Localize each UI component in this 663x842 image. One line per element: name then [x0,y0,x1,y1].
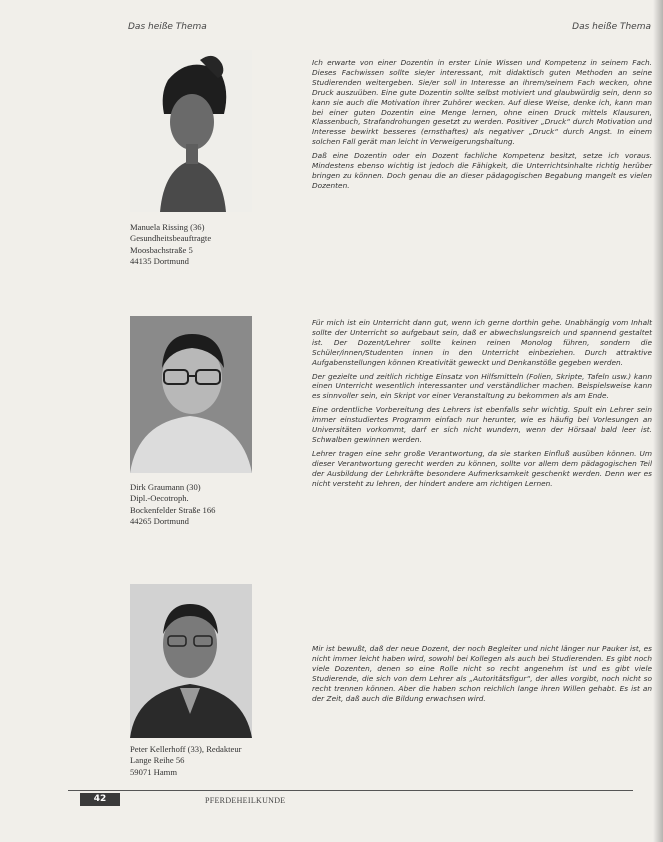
page-binding-shadow [653,0,663,842]
caption-line: Bockenfelder Straße 166 [130,504,216,515]
caption-kellerhoff [130,744,300,778]
running-header-left: Das heiße Thema [128,22,207,32]
caption-line: Dipl.-Oecotroph. [130,493,189,504]
paragraph: Daß eine Dozentin oder ein Dozent fachliche Kompetenz besitzt, setze ich voraus. Mindestens ebenso wichtig ist jedoch die Fähigkeit, die Unterrichtsinhalte richtig herüber bringen zu können. Doch genau die an dieser pädagogischen Begabung mangelt es vielen Dozenten. [312,151,652,190]
caption-line: Moosbachstraße 5 [130,244,193,255]
portrait-photo-graumann [130,316,252,473]
running-header-right: Das heiße Thema [572,22,651,32]
paragraph: Ich erwarte von einer Dozentin in erster Linie Wissen und Kompetenz in seinem Fach. Dieses Fachwissen sollte sie/er interessant, mit didaktisch guten Methoden an seine Studierenden weitergeben. Sie/er soll in Interesse an ihrem/seinem Fach wecken, ohne Druck auszuüben. Eine gute Dozentin sollte selbst motiviert und glaubwürdig sein, denn so kann sie auch die Motivation ihrer Zuhörer wecken. Auf diese Weise, denke ich, kann man bei einer guten Dozentin eine Menge lernen, ohne einen Druck mittels Klausuren, Klassenbuch, Strafandrohungen gesetzt zu werden. Positiver „Druck“ durch Motivation und Interesse bewirkt besseres (ernsthaftes) als negativer „Druck“ durch Angst. In einem solchen Fall gerät man leicht in Verweigerungshaltung. [312,58,652,147]
caption-line: Lange Reihe 56 [130,755,185,766]
caption-line: Peter Kellerhoff (33), Redakteur [130,744,242,754]
footer-rule [68,790,633,791]
paragraph: Mir ist bewußt, daß der neue Dozent, der noch Begleiter und nicht länger nur Pauker ist, es nicht immer leicht haben wird, sowohl bei Kollegen als auch bei Studierenden. Es gibt noch viele Dozenten, denen so eine Rolle nicht so recht angenehm ist und es gibt viele Studierende, die sich von dem Lehrer als „Autoritätsfigur“, der alles vorgibt, noch nicht so recht trennen können. Aber die haben schon reichlich lange ihren Willen gehabt. Es ist an der Zeit, daß auch die Bildung erwachsen wird. [312,644,652,703]
caption-line: 59071 Hamm [130,766,178,777]
page-number: 42 [80,793,120,806]
caption-line: Gesundheitsbeauftragte [130,233,212,244]
caption-line: 44135 Dortmund [130,256,189,267]
caption-graumann [130,482,300,528]
paragraph: Eine ordentliche Vorbereitung des Lehrers ist ebenfalls sehr wichtig. Spult ein Lehrer sein immer einstudiertes Programm einfach nur herunter, wie es häufig bei Vorlesungen an Universitäten vorkommt, darf er sich nicht wundern, wenn der Hörsaal bald leer ist. Schwalben gewinnen werden. [312,405,652,444]
statement-kellerhoff [312,644,652,707]
paragraph: Der gezielte und zeitlich richtige Einsatz von Hilfsmitteln (Folien, Skripte, Tafeln usw.) kann einen Unterricht wesentlich interessanter und verständlicher machen. Beispielsweise kann es sinnvoller sein, ein Skript vor einer Veranstaltung zu bekommen als am Ende. [312,371,652,401]
caption-rissing [130,222,300,268]
caption-line: Dirk Graumann (30) [130,482,201,492]
statement-graumann [312,318,652,493]
caption-line: 44265 Dortmund [130,516,189,527]
portrait-photo-rissing [130,50,252,212]
paragraph: Lehrer tragen eine sehr große Verantwortung, da sie starken Einfluß ausüben können. Um dieser Verantwortung gerecht werden zu können, sollte vor allem dem pädagogischen Teil der Ausbildung der Lehrkräfte besondere Aufmerksamkeit geschenkt werden. Denn wer es nicht versteht zu lehren, der hindert andere am richtigen Lernen. [312,448,652,488]
caption-line: Manuela Rissing (36) [130,222,205,232]
paragraph: Für mich ist ein Unterricht dann gut, wenn ich gerne dorthin gehe. Unabhängig vom Inhalt sollte der Unterricht so aufgebaut sein, daß er abwechslungsreich und spannend gestaltet ist. Der Dozent/Lehrer sollte keinen reinen Monolog führen, sondern die Schüler/innen/Studenten innen in den Unterricht einbeziehen. Durch attraktive Aufgabenstellungen können Kreativität geweckt und Denkanstöße gegeben werden. [312,318,652,367]
publisher-logo: PFERDEHEILKUNDE [205,796,286,805]
portrait-photo-kellerhoff [130,584,252,738]
statement-rissing [312,58,652,195]
